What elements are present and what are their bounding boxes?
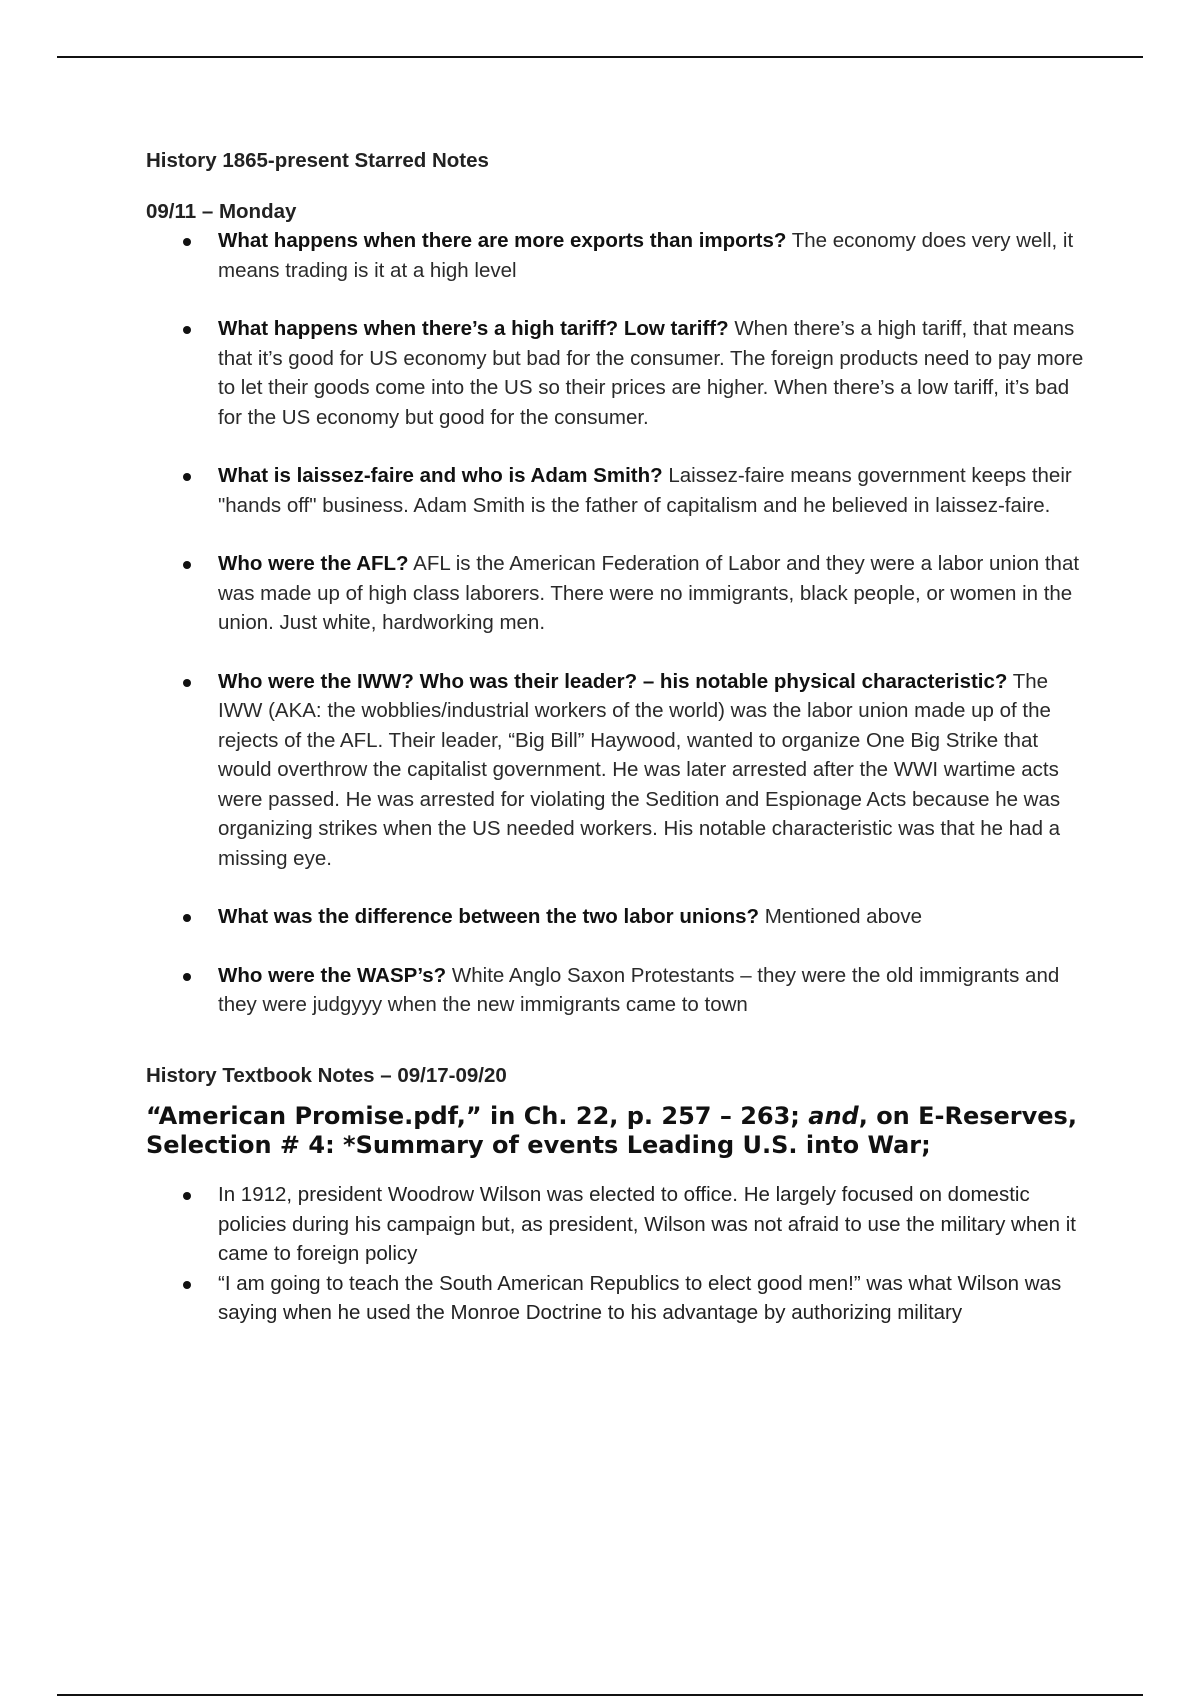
list-item <box>146 549 1096 638</box>
note-text: “I am going to teach the South American Republics to elect good men!” was what Wilson was saying when he used the Monroe Doctrine to his advantage by authorizing military <box>218 1271 1062 1324</box>
question-text: Who were the IWW? Who was their leader? – his notable physical characteristic? <box>218 669 1008 693</box>
day-heading: 09/11 – Monday <box>146 199 297 223</box>
list-item <box>146 461 1096 520</box>
bullet-icon <box>183 473 191 481</box>
list-item <box>146 1269 1096 1328</box>
list-item <box>146 226 1096 285</box>
note-text: In 1912, president Woodrow Wilson was elected to office. He largely focused on domestic policies during his campaign but, as president, Wilson was not afraid to use the military when it came to foreign policy <box>218 1183 1077 1265</box>
answer-text: Mentioned above <box>764 905 923 928</box>
bullet-icon <box>183 326 191 334</box>
answer-text: When there’s a high tariff, that means that it’s good for US economy but bad for the consumer. The foreign products need to pay more to let their goods come into the US so their prices are higher. When there’s a low tariff, it’s bad for the US economy but good for the consumer. <box>218 317 1084 429</box>
notes-list <box>146 1180 1096 1328</box>
reading-assignment-title <box>146 1102 1096 1160</box>
bullet-icon <box>183 1281 191 1289</box>
answer-text: The IWW (AKA: the wobblies/industrial workers of the world) was the labor union made up of the rejects of the AFL. Their leader, “Big Bill” Haywood, wanted to organize One Big Strike that would overthrow the capitalist government. He was later arrested after the WWI wartime acts were passed. He was arrested for violating the Sedition and Espionage Acts because he was organizing strikes when the US needed workers. His notable characteristic was that he had a missing eye. <box>218 669 1061 870</box>
answer-text: The economy does very well, it means trading is it at a high level <box>218 229 1074 282</box>
question-text: What happens when there’s a high tariff? Low tariff? <box>218 317 729 340</box>
bottom-divider <box>57 1694 1143 1696</box>
reading-title-part1: “American Promise.pdf,” in Ch. 22, p. 257 – 263; <box>146 1102 809 1130</box>
question-text: What was the difference between the two labor unions? <box>218 905 760 928</box>
answer-text: AFL is the American Federation of Labor and they were a labor union that was made up of high class laborers. There were no immigrants, black people, or women in the union. Just white, hardworking men. <box>218 552 1080 634</box>
bullet-icon <box>183 679 191 687</box>
qa-list <box>146 226 1096 1020</box>
reading-title-emphasis: and <box>808 1102 859 1130</box>
list-item <box>146 314 1096 432</box>
question-text: What is laissez-faire and who is Adam Smith? <box>218 464 663 487</box>
reading-title-part2: , on E-Reserves, Selection # 4: *Summary of events Leading U.S. into War; <box>146 1102 1077 1159</box>
bullet-icon <box>183 238 191 246</box>
page-title: History 1865-present Starred Notes <box>146 149 489 172</box>
question-text: Who were the AFL? <box>218 552 409 575</box>
answer-text: White Anglo Saxon Protestants – they were the old immigrants and they were judgyyy when the new immigrants came to town <box>218 963 1060 1016</box>
document-body <box>146 146 1096 1328</box>
bullet-icon <box>183 561 191 569</box>
bullet-icon <box>183 973 191 981</box>
list-item <box>146 1180 1096 1269</box>
top-divider <box>57 56 1143 58</box>
question-text: Who were the WASP’s? <box>218 963 447 987</box>
list-item <box>146 961 1096 1020</box>
list-item <box>146 667 1096 874</box>
list-item <box>146 902 1096 932</box>
answer-text: Laissez-faire means government keeps their "hands off" business. Adam Smith is the father of capitalism and he believed in laissez-faire. <box>218 464 1072 517</box>
question-text: What happens when there are more exports than imports? <box>218 229 787 252</box>
bullet-icon <box>183 1192 191 1200</box>
bullet-icon <box>183 914 191 922</box>
textbook-notes-heading: History Textbook Notes – 09/17-09/20 <box>146 1063 507 1087</box>
